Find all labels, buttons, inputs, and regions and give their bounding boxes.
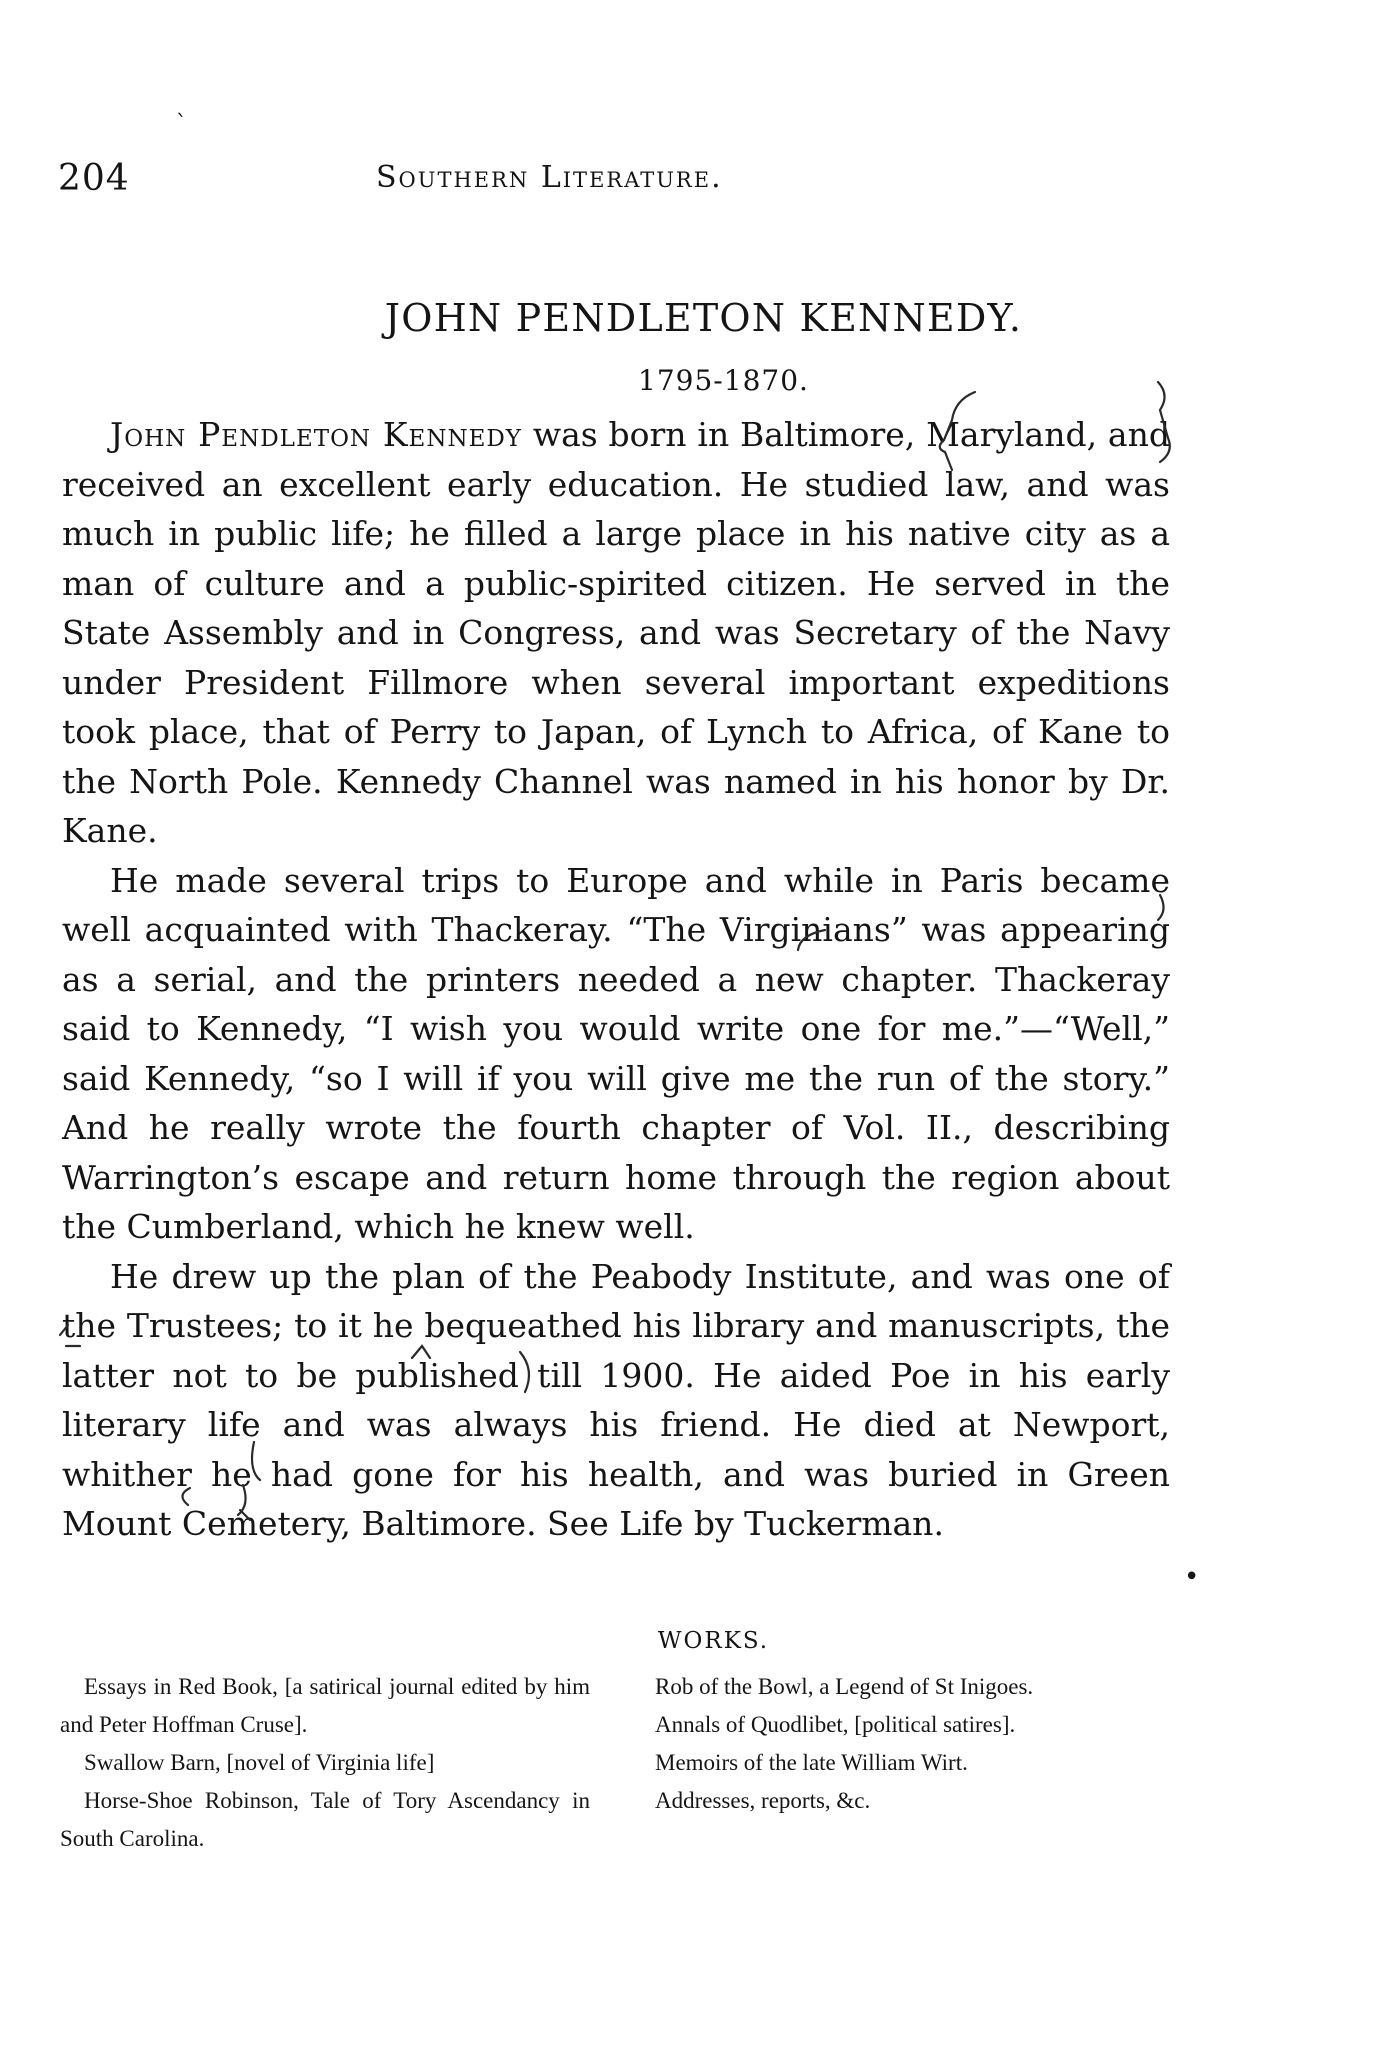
paragraph-3: He drew up the plan of the Peabody Institute, and was one of the Trustees; to it he bequeathed his library and manuscripts, the latter not to be published till 1900. He aided Poe in his early literary life and was always his friend. He died at Newport, whither he had gone for his health, and was buried in Green Mount Cemetery, Baltimore. See Life by Tuckerman.	[62, 1256, 1170, 1543]
paragraph-1	[62, 410, 1170, 856]
works-heading: WORKS.	[657, 1628, 770, 1654]
life-dates: 1795-1870.	[638, 364, 809, 397]
work-item: Annals of Quodlibet, [political satires].	[655, 1712, 1016, 1737]
work-item: Swallow Barn, [novel of Virginia life]	[84, 1750, 435, 1775]
running-title: Southern Literature.	[376, 160, 723, 195]
lead-name: John Pendleton Kennedy	[110, 415, 522, 454]
article-title: JOHN PENDLETON KENNEDY.	[384, 296, 1023, 340]
works-list-right	[655, 1668, 1155, 1820]
paragraph-1-text: was born in Baltimore, Maryland, and received an excellent early education. He studied law, and was much in public life; he filled a large place in his native city as a man of culture and a public-spirited citizen. He served in the State Assembly and in Congress, and was Secretary of the Navy under President Fillmore when several important expeditions took place, that of Perry to Japan, of Lynch to Africa, of Kane to the North Pole. Kennedy Channel was named in his honor by Dr. Kane.	[62, 415, 1170, 850]
page-number: 204	[58, 158, 130, 199]
work-item: Horse-Shoe Robinson, Tale of Tory Ascendancy in South Carolina.	[60, 1788, 590, 1851]
edge-mark: •	[1184, 1562, 1200, 1592]
works-list-left	[60, 1668, 590, 1858]
work-item: Rob of the Bowl, a Legend of St Inigoes.	[655, 1674, 1034, 1699]
biography-body	[62, 410, 1170, 1549]
paragraph-2: He made several trips to Europe and while in Paris became well acquainted with Thackeray. “The Virginians” was appearing as a serial, and the printers needed a new chapter. Thackeray said to Kennedy, “I wish you would write one for me.”—“Well,” said Kennedy, “so I will if you will give me the run of the story.” And he really wrote the fourth chapter of Vol. II., describing Warrington’s escape and return home through the region about the Cumberland, which he knew well.	[62, 860, 1170, 1246]
work-item: Memoirs of the late William Wirt.	[655, 1750, 968, 1775]
work-item: Addresses, reports, &c.	[655, 1788, 871, 1813]
work-item: Essays in Red Book, [a satirical journal edited by him and Peter Hoffman Cruse].	[60, 1674, 590, 1737]
stray-mark: ˋ	[176, 112, 187, 137]
